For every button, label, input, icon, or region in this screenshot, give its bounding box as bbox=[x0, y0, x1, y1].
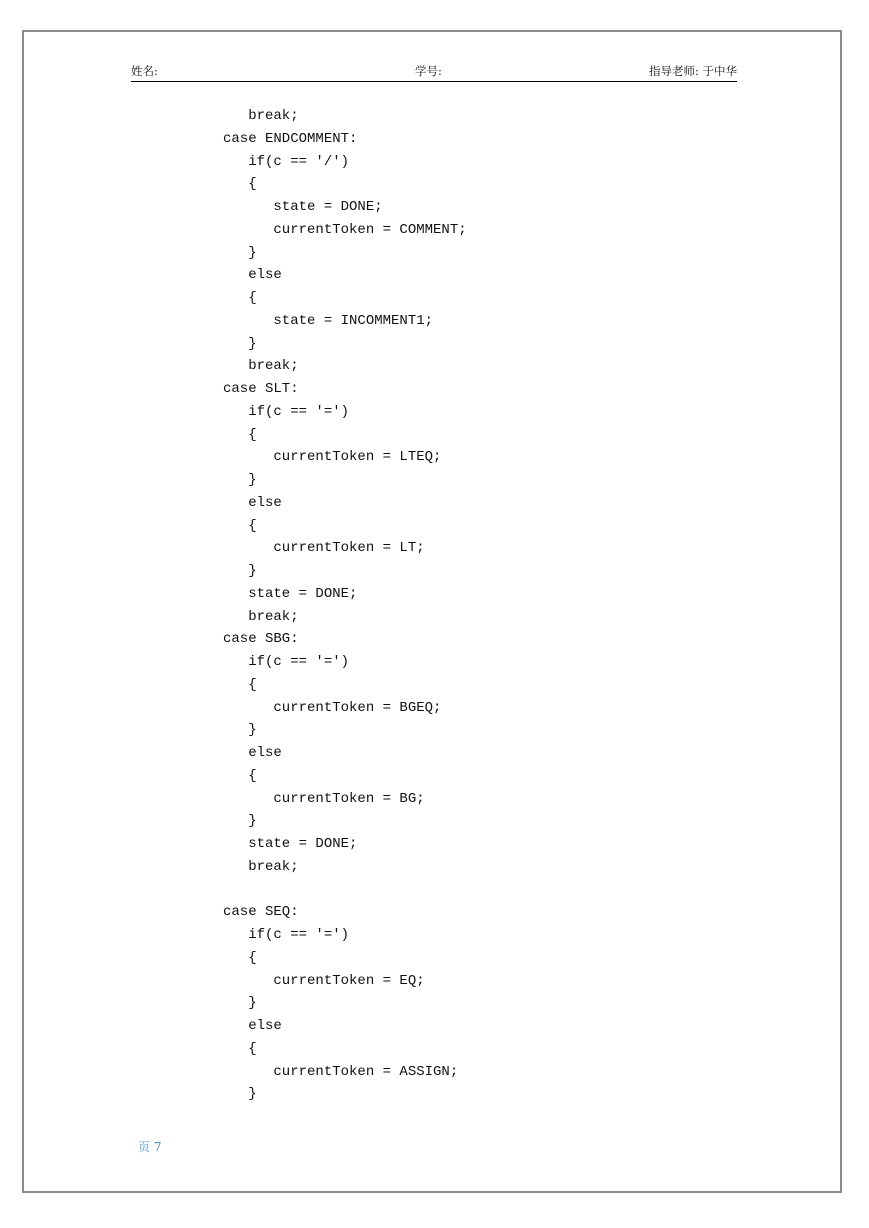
code-line: } bbox=[223, 472, 257, 488]
code-line: state = DONE; bbox=[223, 585, 358, 602]
code-line: currentToken = ASSIGN; bbox=[223, 1063, 459, 1080]
code-line: break; bbox=[223, 108, 299, 124]
code-line bbox=[223, 879, 467, 902]
student-name-label: 姓名: bbox=[131, 64, 158, 78]
code-line: break; bbox=[223, 858, 299, 875]
student-id-label: 学号: bbox=[415, 64, 442, 78]
code-line: state = DONE; bbox=[223, 836, 358, 852]
code-line: if(c == '=') bbox=[223, 403, 350, 420]
code-line: case SBG: bbox=[223, 631, 299, 648]
code-line: { bbox=[223, 676, 257, 693]
code-line: else bbox=[223, 1018, 282, 1034]
code-line: currentToken = LT; bbox=[223, 540, 425, 557]
code-line: else bbox=[223, 494, 282, 511]
teacher-label: 指导老师: 于中华 bbox=[648, 64, 737, 78]
code-line: else bbox=[223, 267, 282, 284]
code-line: } bbox=[223, 1086, 257, 1103]
code-line: { bbox=[223, 517, 257, 534]
page-header bbox=[131, 60, 737, 82]
code-line: case SEQ: bbox=[223, 904, 299, 921]
code-line: } bbox=[223, 335, 257, 352]
code-line: break; bbox=[223, 608, 299, 625]
code-line: case SLT: bbox=[223, 381, 299, 397]
code-line: } bbox=[223, 244, 257, 261]
code-line: case ENDCOMMENT: bbox=[223, 130, 358, 147]
code-line: { bbox=[223, 290, 257, 306]
code-line: { bbox=[223, 767, 257, 784]
code-line: currentToken = LTEQ; bbox=[223, 449, 442, 466]
code-line: currentToken = BGEQ; bbox=[223, 699, 442, 716]
code-line: else bbox=[223, 745, 282, 761]
code-line: } bbox=[223, 813, 257, 830]
code-line: { bbox=[223, 426, 257, 443]
code-line: state = INCOMMENT1; bbox=[223, 312, 434, 329]
code-line: break; bbox=[223, 358, 299, 375]
code-line: } bbox=[223, 722, 257, 739]
code-line: state = DONE; bbox=[223, 199, 383, 215]
page-number: 页 7 bbox=[138, 1140, 162, 1154]
code-line: currentToken = BG; bbox=[223, 790, 425, 807]
code-line: { bbox=[223, 1040, 257, 1057]
code-line: { bbox=[223, 949, 257, 966]
code-line: } bbox=[223, 995, 257, 1012]
code-line: } bbox=[223, 563, 257, 579]
code-line: { bbox=[223, 176, 257, 193]
code-line: if(c == '=') bbox=[223, 927, 350, 943]
code-line: if(c == '/') bbox=[223, 153, 350, 170]
code-line: currentToken = EQ; bbox=[223, 972, 425, 989]
code-line: currentToken = COMMENT; bbox=[223, 221, 467, 238]
code-block bbox=[223, 105, 467, 1106]
code-line: if(c == '=') bbox=[223, 654, 350, 670]
